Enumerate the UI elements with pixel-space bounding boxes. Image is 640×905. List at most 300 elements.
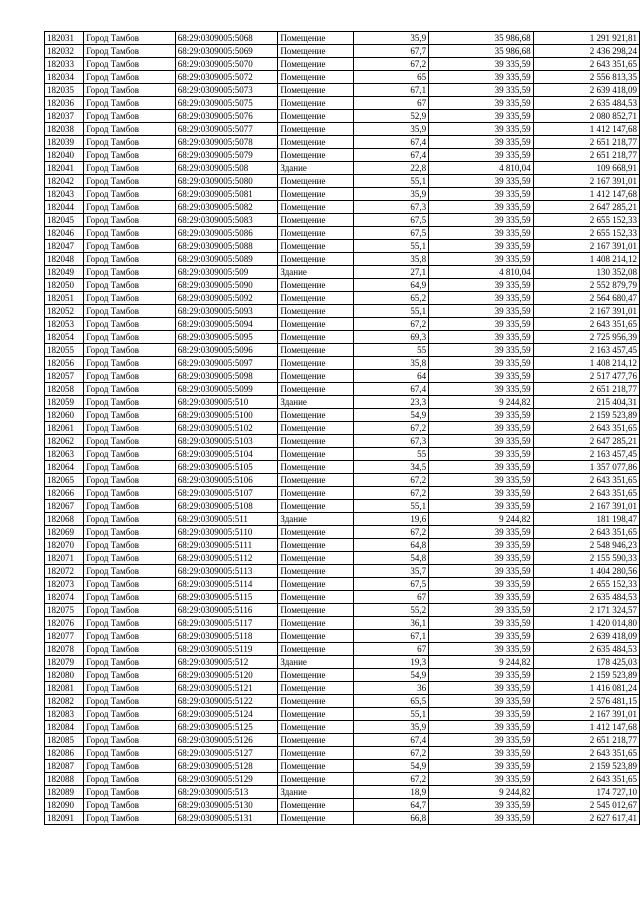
- cell-unit-value: 39 335,59: [429, 279, 533, 292]
- table-row: [45, 422, 640, 435]
- table-row: [45, 760, 640, 773]
- cell-object-type: Помещение: [278, 123, 353, 136]
- cell-row-number: 182069: [45, 526, 84, 539]
- cell-cadastral-value: 2 436 298,24: [533, 45, 639, 58]
- cell-area: 65,5: [353, 695, 428, 708]
- cell-city: Город Тамбов: [84, 422, 176, 435]
- cell-object-type: Помещение: [278, 799, 353, 812]
- cell-area: 54,9: [353, 409, 428, 422]
- cell-area: 67,7: [353, 45, 428, 58]
- table-row: [45, 58, 640, 71]
- table-row: [45, 487, 640, 500]
- cell-cadastral-value: 1 408 214,12: [533, 357, 639, 370]
- cell-object-type: Помещение: [278, 331, 353, 344]
- table-row: [45, 279, 640, 292]
- table-row: [45, 734, 640, 747]
- table-row: [45, 500, 640, 513]
- cell-unit-value: 39 335,59: [429, 578, 533, 591]
- cell-row-number: 182080: [45, 669, 84, 682]
- cell-cadastral-number: 68:29:0309005:5094: [175, 318, 278, 331]
- cell-cadastral-value: 2 635 484,53: [533, 643, 639, 656]
- cell-object-type: Здание: [278, 513, 353, 526]
- cell-city: Город Тамбов: [84, 799, 176, 812]
- cell-cadastral-number: 68:29:0309005:5125: [175, 721, 278, 734]
- cell-unit-value: 35 986,68: [429, 32, 533, 45]
- cell-city: Город Тамбов: [84, 500, 176, 513]
- cell-cadastral-number: 68:29:0309005:5110: [175, 526, 278, 539]
- cell-row-number: 182075: [45, 604, 84, 617]
- cell-cadastral-value: 2 167 391,01: [533, 305, 639, 318]
- cell-row-number: 182047: [45, 240, 84, 253]
- cell-object-type: Помещение: [278, 214, 353, 227]
- cell-row-number: 182059: [45, 396, 84, 409]
- cell-area: 36,1: [353, 617, 428, 630]
- cell-area: 35,7: [353, 565, 428, 578]
- cell-cadastral-number: 68:29:0309005:5079: [175, 149, 278, 162]
- cell-unit-value: 4 810,04: [429, 162, 533, 175]
- cell-city: Город Тамбов: [84, 71, 176, 84]
- cell-object-type: Помещение: [278, 383, 353, 396]
- cell-cadastral-number: 68:29:0309005:5107: [175, 487, 278, 500]
- cell-cadastral-number: 68:29:0309005:5083: [175, 214, 278, 227]
- cell-object-type: Помещение: [278, 422, 353, 435]
- cell-cadastral-value: 178 425,03: [533, 656, 639, 669]
- cell-cadastral-value: 2 643 351,65: [533, 747, 639, 760]
- cell-cadastral-value: 2 155 590,33: [533, 552, 639, 565]
- cell-city: Город Тамбов: [84, 344, 176, 357]
- cell-city: Город Тамбов: [84, 435, 176, 448]
- cell-city: Город Тамбов: [84, 214, 176, 227]
- cell-area: 19,3: [353, 656, 428, 669]
- cell-unit-value: 9 244,82: [429, 786, 533, 799]
- cell-cadastral-value: 2 548 946,23: [533, 539, 639, 552]
- cell-area: 67,2: [353, 58, 428, 71]
- cell-area: 35,9: [353, 721, 428, 734]
- cell-cadastral-value: 109 668,91: [533, 162, 639, 175]
- cell-unit-value: 39 335,59: [429, 552, 533, 565]
- cell-city: Город Тамбов: [84, 253, 176, 266]
- cell-city: Город Тамбов: [84, 305, 176, 318]
- table-row: [45, 32, 640, 45]
- cell-unit-value: 39 335,59: [429, 773, 533, 786]
- table-row: [45, 305, 640, 318]
- cell-unit-value: 39 335,59: [429, 747, 533, 760]
- cell-cadastral-value: 2 655 152,33: [533, 214, 639, 227]
- table-row: [45, 149, 640, 162]
- table-row: [45, 84, 640, 97]
- cell-cadastral-number: 68:29:0309005:509: [175, 266, 278, 279]
- cell-city: Город Тамбов: [84, 45, 176, 58]
- cell-cadastral-number: 68:29:0309005:5078: [175, 136, 278, 149]
- cell-unit-value: 39 335,59: [429, 136, 533, 149]
- table-row: [45, 630, 640, 643]
- cell-row-number: 182040: [45, 149, 84, 162]
- cell-object-type: Помещение: [278, 487, 353, 500]
- cell-object-type: Помещение: [278, 84, 353, 97]
- cell-cadastral-value: 2 159 523,89: [533, 669, 639, 682]
- cell-city: Город Тамбов: [84, 188, 176, 201]
- cell-object-type: Помещение: [278, 708, 353, 721]
- cell-object-type: Помещение: [278, 58, 353, 71]
- cell-cadastral-value: 2 639 418,09: [533, 84, 639, 97]
- cell-unit-value: 39 335,59: [429, 422, 533, 435]
- cell-city: Город Тамбов: [84, 175, 176, 188]
- cell-cadastral-number: 68:29:0309005:5068: [175, 32, 278, 45]
- cell-area: 67: [353, 97, 428, 110]
- cell-area: 67: [353, 643, 428, 656]
- cell-object-type: Помещение: [278, 305, 353, 318]
- cell-area: 67,4: [353, 149, 428, 162]
- cell-cadastral-number: 68:29:0309005:5113: [175, 565, 278, 578]
- cell-city: Город Тамбов: [84, 474, 176, 487]
- table-row: [45, 461, 640, 474]
- cell-unit-value: 39 335,59: [429, 97, 533, 110]
- cell-area: 35,8: [353, 253, 428, 266]
- table-row: [45, 448, 640, 461]
- cell-city: Город Тамбов: [84, 812, 176, 825]
- cell-area: 67,3: [353, 435, 428, 448]
- cell-object-type: Помещение: [278, 71, 353, 84]
- cell-area: 55: [353, 448, 428, 461]
- cell-row-number: 182062: [45, 435, 84, 448]
- cell-area: 35,9: [353, 32, 428, 45]
- cell-cadastral-value: 181 198,47: [533, 513, 639, 526]
- cell-cadastral-value: 2 643 351,65: [533, 526, 639, 539]
- table-row: [45, 370, 640, 383]
- cell-object-type: Помещение: [278, 97, 353, 110]
- cell-unit-value: 39 335,59: [429, 565, 533, 578]
- cell-unit-value: 39 335,59: [429, 214, 533, 227]
- table-row: [45, 97, 640, 110]
- cell-area: 67,4: [353, 734, 428, 747]
- cell-city: Город Тамбов: [84, 123, 176, 136]
- cell-unit-value: 39 335,59: [429, 669, 533, 682]
- cell-cadastral-number: 68:29:0309005:5103: [175, 435, 278, 448]
- cell-row-number: 182053: [45, 318, 84, 331]
- cell-cadastral-number: 68:29:0309005:5131: [175, 812, 278, 825]
- cell-unit-value: 39 335,59: [429, 227, 533, 240]
- cell-cadastral-number: 68:29:0309005:5099: [175, 383, 278, 396]
- cell-object-type: Помещение: [278, 630, 353, 643]
- cell-row-number: 182032: [45, 45, 84, 58]
- cell-cadastral-value: 2 643 351,65: [533, 487, 639, 500]
- cell-cadastral-value: 2 651 218,77: [533, 149, 639, 162]
- cell-area: 22,8: [353, 162, 428, 175]
- table-row: [45, 786, 640, 799]
- cell-city: Город Тамбов: [84, 578, 176, 591]
- cell-row-number: 182090: [45, 799, 84, 812]
- cell-cadastral-value: 2 643 351,65: [533, 474, 639, 487]
- cell-row-number: 182058: [45, 383, 84, 396]
- cell-object-type: Помещение: [278, 175, 353, 188]
- cell-cadastral-number: 68:29:0309005:5116: [175, 604, 278, 617]
- cell-city: Город Тамбов: [84, 58, 176, 71]
- cell-area: 36: [353, 682, 428, 695]
- cell-object-type: Помещение: [278, 149, 353, 162]
- table-row: [45, 201, 640, 214]
- cell-cadastral-value: 2 725 956,39: [533, 331, 639, 344]
- cell-unit-value: 39 335,59: [429, 604, 533, 617]
- cell-city: Город Тамбов: [84, 292, 176, 305]
- cell-city: Город Тамбов: [84, 734, 176, 747]
- cell-unit-value: 39 335,59: [429, 682, 533, 695]
- cell-city: Город Тамбов: [84, 682, 176, 695]
- cell-cadastral-number: 68:29:0309005:5124: [175, 708, 278, 721]
- cell-unit-value: 39 335,59: [429, 175, 533, 188]
- cell-cadastral-value: 1 408 214,12: [533, 253, 639, 266]
- cell-object-type: Помещение: [278, 409, 353, 422]
- cell-object-type: Помещение: [278, 45, 353, 58]
- table-row: [45, 617, 640, 630]
- cell-cadastral-number: 68:29:0309005:5098: [175, 370, 278, 383]
- table-row: [45, 669, 640, 682]
- cell-unit-value: 9 244,82: [429, 513, 533, 526]
- cell-row-number: 182072: [45, 565, 84, 578]
- cell-row-number: 182065: [45, 474, 84, 487]
- cell-row-number: 182042: [45, 175, 84, 188]
- cell-cadastral-number: 68:29:0309005:5075: [175, 97, 278, 110]
- cell-unit-value: 39 335,59: [429, 630, 533, 643]
- cell-area: 67,2: [353, 773, 428, 786]
- table-row: [45, 552, 640, 565]
- cell-object-type: Помещение: [278, 747, 353, 760]
- cell-cadastral-value: 2 635 484,53: [533, 591, 639, 604]
- cell-row-number: 182052: [45, 305, 84, 318]
- cell-area: 27,1: [353, 266, 428, 279]
- table-row: [45, 136, 640, 149]
- table-row: [45, 253, 640, 266]
- cell-object-type: Помещение: [278, 643, 353, 656]
- cell-object-type: Помещение: [278, 734, 353, 747]
- cell-cadastral-value: 2 651 218,77: [533, 383, 639, 396]
- cell-cadastral-number: 68:29:0309005:5108: [175, 500, 278, 513]
- cell-row-number: 182050: [45, 279, 84, 292]
- cell-cadastral-number: 68:29:0309005:5073: [175, 84, 278, 97]
- cell-row-number: 182035: [45, 84, 84, 97]
- cell-unit-value: 9 244,82: [429, 396, 533, 409]
- table-row: [45, 656, 640, 669]
- cell-area: 55,2: [353, 604, 428, 617]
- cell-unit-value: 39 335,59: [429, 643, 533, 656]
- cell-object-type: Здание: [278, 162, 353, 175]
- cell-row-number: 182056: [45, 357, 84, 370]
- cell-unit-value: 39 335,59: [429, 344, 533, 357]
- cell-area: 35,8: [353, 357, 428, 370]
- cell-area: 55,1: [353, 500, 428, 513]
- cell-unit-value: 39 335,59: [429, 461, 533, 474]
- cell-object-type: Помещение: [278, 435, 353, 448]
- cell-object-type: Помещение: [278, 695, 353, 708]
- cell-cadastral-value: 1 291 921,81: [533, 32, 639, 45]
- cell-city: Город Тамбов: [84, 461, 176, 474]
- cell-cadastral-number: 68:29:0309005:5069: [175, 45, 278, 58]
- cell-unit-value: 4 810,04: [429, 266, 533, 279]
- cell-cadastral-number: 68:29:0309005:5081: [175, 188, 278, 201]
- cell-unit-value: 39 335,59: [429, 435, 533, 448]
- cell-cadastral-number: 68:29:0309005:5130: [175, 799, 278, 812]
- cell-area: 34,5: [353, 461, 428, 474]
- cell-row-number: 182083: [45, 708, 84, 721]
- cell-cadastral-number: 68:29:0309005:5088: [175, 240, 278, 253]
- cell-city: Город Тамбов: [84, 617, 176, 630]
- table-row: [45, 799, 640, 812]
- cell-object-type: Помещение: [278, 370, 353, 383]
- cell-cadastral-value: 2 080 852,71: [533, 110, 639, 123]
- cell-cadastral-number: 68:29:0309005:513: [175, 786, 278, 799]
- cell-object-type: Помещение: [278, 617, 353, 630]
- cell-cadastral-value: 174 727,10: [533, 786, 639, 799]
- cell-unit-value: 39 335,59: [429, 84, 533, 97]
- cell-cadastral-number: 68:29:0309005:5097: [175, 357, 278, 370]
- cell-row-number: 182077: [45, 630, 84, 643]
- cell-cadastral-value: 215 404,31: [533, 396, 639, 409]
- cell-row-number: 182091: [45, 812, 84, 825]
- cell-cadastral-value: 1 404 280,56: [533, 565, 639, 578]
- cell-city: Город Тамбов: [84, 565, 176, 578]
- cell-city: Город Тамбов: [84, 773, 176, 786]
- cell-area: 69,3: [353, 331, 428, 344]
- cell-cadastral-value: 2 159 523,89: [533, 760, 639, 773]
- cell-row-number: 182054: [45, 331, 84, 344]
- cell-city: Город Тамбов: [84, 136, 176, 149]
- cell-unit-value: 9 244,82: [429, 656, 533, 669]
- cell-object-type: Помещение: [278, 32, 353, 45]
- cell-city: Город Тамбов: [84, 591, 176, 604]
- cell-cadastral-number: 68:29:0309005:508: [175, 162, 278, 175]
- cell-area: 55,1: [353, 305, 428, 318]
- cell-unit-value: 39 335,59: [429, 617, 533, 630]
- cell-object-type: Помещение: [278, 253, 353, 266]
- cell-cadastral-value: 2 647 285,21: [533, 435, 639, 448]
- cell-cadastral-value: 2 627 617,41: [533, 812, 639, 825]
- cell-cadastral-number: 68:29:0309005:5092: [175, 292, 278, 305]
- cell-area: 55,1: [353, 175, 428, 188]
- cell-cadastral-value: 2 163 457,45: [533, 344, 639, 357]
- cell-area: 55,1: [353, 240, 428, 253]
- cell-unit-value: 39 335,59: [429, 58, 533, 71]
- cell-row-number: 182051: [45, 292, 84, 305]
- cell-city: Город Тамбов: [84, 708, 176, 721]
- cell-object-type: Помещение: [278, 539, 353, 552]
- cell-row-number: 182086: [45, 747, 84, 760]
- cell-area: 67,2: [353, 474, 428, 487]
- cell-area: 54,9: [353, 760, 428, 773]
- cell-city: Город Тамбов: [84, 409, 176, 422]
- cell-object-type: Помещение: [278, 292, 353, 305]
- cell-area: 67,2: [353, 487, 428, 500]
- cell-object-type: Помещение: [278, 682, 353, 695]
- table-row: [45, 565, 640, 578]
- cell-cadastral-number: 68:29:0309005:5120: [175, 669, 278, 682]
- cell-city: Город Тамбов: [84, 357, 176, 370]
- table-row: [45, 214, 640, 227]
- cell-cadastral-value: 2 643 351,65: [533, 773, 639, 786]
- cell-object-type: Помещение: [278, 344, 353, 357]
- cell-cadastral-number: 68:29:0309005:5126: [175, 734, 278, 747]
- cell-unit-value: 39 335,59: [429, 734, 533, 747]
- cell-object-type: Помещение: [278, 227, 353, 240]
- table-row: [45, 773, 640, 786]
- table-row: [45, 292, 640, 305]
- cell-cadastral-number: 68:29:0309005:5080: [175, 175, 278, 188]
- cell-row-number: 182068: [45, 513, 84, 526]
- cell-cadastral-value: 2 655 152,33: [533, 227, 639, 240]
- table-row: [45, 344, 640, 357]
- cell-cadastral-number: 68:29:0309005:5106: [175, 474, 278, 487]
- cell-area: 67,5: [353, 227, 428, 240]
- cell-cadastral-number: 68:29:0309005:5086: [175, 227, 278, 240]
- cell-unit-value: 39 335,59: [429, 500, 533, 513]
- cell-object-type: Помещение: [278, 773, 353, 786]
- table-row: [45, 227, 640, 240]
- cell-area: 35,9: [353, 123, 428, 136]
- cell-unit-value: 39 335,59: [429, 591, 533, 604]
- cell-cadastral-value: 2 643 351,65: [533, 422, 639, 435]
- cell-row-number: 182066: [45, 487, 84, 500]
- cell-cadastral-number: 68:29:0309005:5118: [175, 630, 278, 643]
- cell-cadastral-value: 1 420 014,80: [533, 617, 639, 630]
- table-row: [45, 331, 640, 344]
- cell-cadastral-number: 68:29:0309005:5093: [175, 305, 278, 318]
- table-body: [45, 32, 640, 825]
- cell-row-number: 182087: [45, 760, 84, 773]
- cell-cadastral-number: 68:29:0309005:511: [175, 513, 278, 526]
- cell-unit-value: 39 335,59: [429, 188, 533, 201]
- table-row: [45, 747, 640, 760]
- cell-cadastral-number: 68:29:0309005:5122: [175, 695, 278, 708]
- cell-cadastral-value: 2 651 218,77: [533, 136, 639, 149]
- cell-unit-value: 39 335,59: [429, 448, 533, 461]
- cell-row-number: 182073: [45, 578, 84, 591]
- table-row: [45, 71, 640, 84]
- cell-cadastral-value: 2 552 879,79: [533, 279, 639, 292]
- cell-row-number: 182044: [45, 201, 84, 214]
- cell-city: Город Тамбов: [84, 669, 176, 682]
- cell-unit-value: 39 335,59: [429, 812, 533, 825]
- cell-cadastral-number: 68:29:0309005:5105: [175, 461, 278, 474]
- cell-object-type: Помещение: [278, 500, 353, 513]
- cell-city: Город Тамбов: [84, 97, 176, 110]
- cell-row-number: 182071: [45, 552, 84, 565]
- cell-area: 35,9: [353, 188, 428, 201]
- cell-unit-value: 39 335,59: [429, 760, 533, 773]
- cell-row-number: 182033: [45, 58, 84, 71]
- cell-cadastral-value: 1 416 081,24: [533, 682, 639, 695]
- cell-area: 54,8: [353, 552, 428, 565]
- cell-object-type: Помещение: [278, 760, 353, 773]
- cell-city: Город Тамбов: [84, 32, 176, 45]
- cell-city: Город Тамбов: [84, 786, 176, 799]
- cell-unit-value: 39 335,59: [429, 357, 533, 370]
- cell-area: 64,8: [353, 539, 428, 552]
- cell-row-number: 182078: [45, 643, 84, 656]
- cell-row-number: 182067: [45, 500, 84, 513]
- cell-city: Город Тамбов: [84, 201, 176, 214]
- cell-city: Город Тамбов: [84, 695, 176, 708]
- cell-object-type: Помещение: [278, 448, 353, 461]
- cell-cadastral-value: 2 655 152,33: [533, 578, 639, 591]
- table-row: [45, 513, 640, 526]
- cell-city: Город Тамбов: [84, 84, 176, 97]
- cell-cadastral-number: 68:29:0309005:5072: [175, 71, 278, 84]
- cell-row-number: 182063: [45, 448, 84, 461]
- table-row: [45, 318, 640, 331]
- cell-row-number: 182076: [45, 617, 84, 630]
- cell-area: 55,1: [353, 708, 428, 721]
- cell-row-number: 182084: [45, 721, 84, 734]
- cell-area: 55: [353, 344, 428, 357]
- cell-area: 65,2: [353, 292, 428, 305]
